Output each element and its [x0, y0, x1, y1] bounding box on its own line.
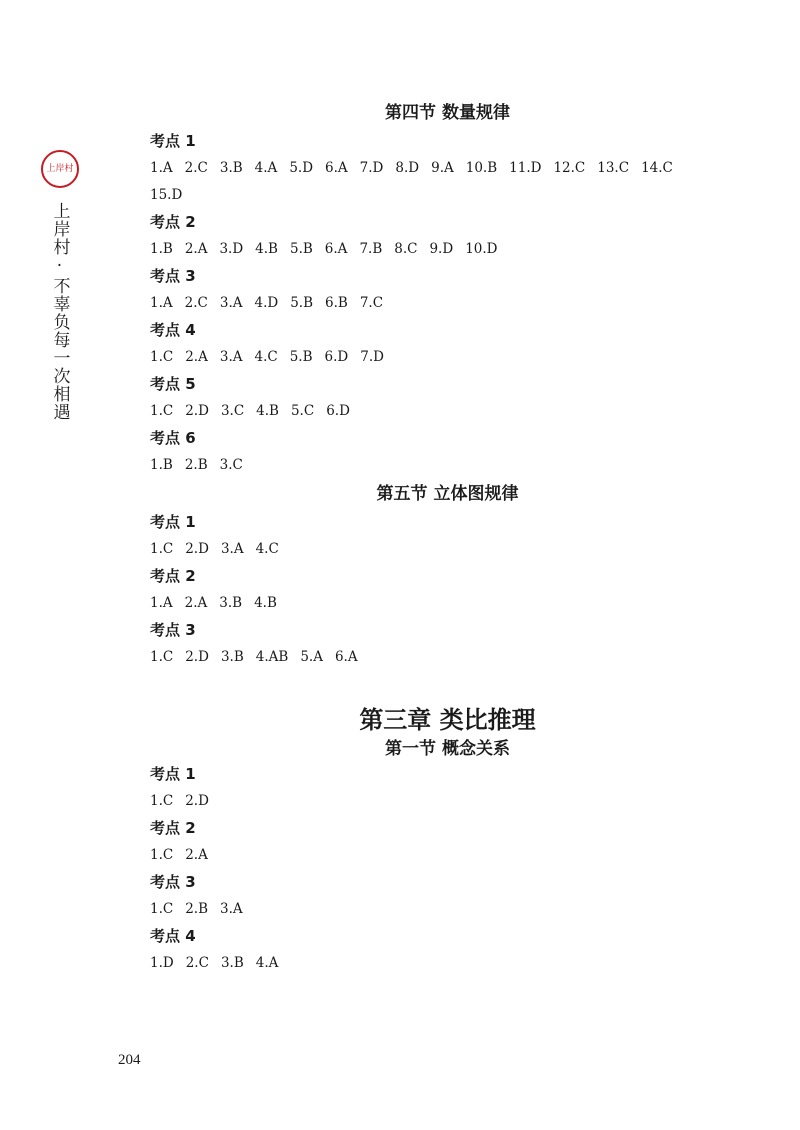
- section-title: 第四节 数量规律: [385, 103, 510, 123]
- answer-item: 2.C: [184, 160, 208, 176]
- answer-item: 15.D: [150, 187, 183, 203]
- answer-list: [150, 536, 710, 563]
- answer-item: 9.A: [431, 160, 454, 176]
- answer-item: 2.C: [185, 955, 209, 971]
- answer-item: 3.A: [220, 541, 244, 557]
- answer-item: 1.B: [150, 457, 173, 473]
- answer-item: 6.A: [325, 160, 348, 176]
- answer-item: 5.A: [300, 649, 323, 665]
- answer-item: 3.A: [220, 901, 243, 917]
- answer-item: 5.B: [289, 349, 313, 365]
- answer-item: 3.B: [219, 160, 243, 176]
- answer-item: 5.C: [290, 403, 315, 419]
- answer-item: 1.C: [150, 349, 174, 365]
- answer-item: 13.C: [597, 160, 630, 176]
- answer-item: 2.A: [185, 349, 208, 365]
- answer-item: 5.B: [290, 295, 314, 311]
- section-title: 第五节 立体图规律: [376, 484, 519, 504]
- answer-item: 1.A: [150, 595, 173, 611]
- answer-item: 6.D: [324, 349, 349, 365]
- answer-item: 3.A: [219, 295, 243, 311]
- exam-point-label: 考点 3: [150, 621, 196, 639]
- answer-list: [150, 155, 710, 209]
- exam-point-label: 考点 5: [150, 375, 196, 393]
- chapter-title: 第三章 类比推理: [359, 705, 536, 734]
- answer-item: 12.C: [553, 160, 586, 176]
- side-branding: [38, 150, 82, 421]
- answer-item: 2.A: [184, 241, 208, 257]
- answer-list: [150, 842, 710, 869]
- exam-point-label: 考点 2: [150, 567, 196, 585]
- answer-item: 4.A: [254, 160, 278, 176]
- answer-item: 2.D: [185, 649, 209, 665]
- exam-point-label: 考点 6: [150, 429, 196, 447]
- answer-item: 10.D: [465, 241, 498, 257]
- answer-item: 2.D: [185, 403, 209, 419]
- answer-item: 4.B: [256, 403, 279, 419]
- answer-item: 6.A: [324, 241, 348, 257]
- answer-item: 8.C: [394, 241, 418, 257]
- answer-item: 7.B: [359, 241, 383, 257]
- answer-list: [150, 590, 710, 617]
- answer-item: 4.B: [255, 241, 278, 257]
- exam-point-label: 考点 3: [150, 267, 196, 285]
- answer-item: 1.A: [150, 295, 173, 311]
- answer-item: 3.B: [220, 955, 244, 971]
- answer-item: 5.B: [289, 241, 313, 257]
- exam-point-label: 考点 2: [150, 213, 196, 231]
- answer-list: [150, 398, 710, 425]
- answer-item: 2.D: [185, 793, 209, 809]
- answer-list: [150, 950, 710, 977]
- answer-item: 7.C: [359, 295, 384, 311]
- answer-item: 6.B: [325, 295, 348, 311]
- answer-item: 8.D: [395, 160, 420, 176]
- answer-item: 4.B: [254, 595, 277, 611]
- page-number: 204: [118, 1052, 141, 1068]
- answer-item: 4.C: [255, 541, 279, 557]
- answer-list: [150, 644, 710, 671]
- answer-list: [150, 452, 710, 479]
- answer-item: 3.C: [219, 457, 243, 473]
- answer-item: 1.C: [150, 901, 174, 917]
- answer-item: 5.D: [289, 160, 314, 176]
- seal-logo: [41, 150, 79, 188]
- answer-item: 2.A: [185, 847, 208, 863]
- answer-item: 11.D: [509, 160, 542, 176]
- answer-item: 2.A: [184, 595, 208, 611]
- answer-item: 1.A: [150, 160, 173, 176]
- answer-item: 6.A: [334, 649, 358, 665]
- answer-item: 4.AB: [255, 649, 289, 665]
- answer-list: [150, 896, 710, 923]
- answer-item: 14.C: [641, 160, 673, 176]
- answer-item: 9.D: [429, 241, 454, 257]
- answer-item: 7.D: [359, 160, 384, 176]
- answer-item: 3.D: [219, 241, 244, 257]
- answer-item: 3.B: [220, 649, 244, 665]
- answer-content: [150, 98, 750, 977]
- answer-item: 4.D: [254, 295, 279, 311]
- answer-item: 2.D: [185, 541, 209, 557]
- answer-item: 6.D: [326, 403, 350, 419]
- answer-item: 4.C: [254, 349, 278, 365]
- answer-item: 1.C: [150, 649, 174, 665]
- answer-item: 7.D: [360, 349, 384, 365]
- answer-item: 3.B: [219, 595, 243, 611]
- section-title: 第一节 概念关系: [385, 739, 510, 759]
- answer-list: [150, 236, 710, 263]
- exam-point-label: 考点 4: [150, 927, 196, 945]
- exam-point-label: 考点 1: [150, 765, 196, 783]
- answer-item: 1.C: [150, 847, 174, 863]
- exam-point-label: 考点 4: [150, 321, 196, 339]
- answer-list: [150, 290, 710, 317]
- side-slogan: 上岸村·不辜负每一次相遇: [49, 202, 70, 421]
- answer-item: 3.A: [219, 349, 243, 365]
- answer-item: 2.B: [185, 901, 209, 917]
- answer-item: 4.A: [255, 955, 279, 971]
- exam-point-label: 考点 1: [150, 513, 196, 531]
- answer-list: [150, 788, 710, 815]
- exam-point-label: 考点 2: [150, 819, 196, 837]
- answer-item: 1.C: [150, 403, 174, 419]
- seal-text: 上岸村: [46, 164, 74, 174]
- exam-point-label: 考点 3: [150, 873, 196, 891]
- answer-item: 1.C: [150, 541, 174, 557]
- exam-point-label: 考点 1: [150, 132, 196, 150]
- answer-item: 1.B: [150, 241, 173, 257]
- answer-item: 2.C: [184, 295, 208, 311]
- answer-item: 2.B: [184, 457, 208, 473]
- answer-item: 1.D: [150, 955, 174, 971]
- answer-item: 1.C: [150, 793, 174, 809]
- answer-item: 3.C: [220, 403, 245, 419]
- answer-list: [150, 344, 710, 371]
- answer-item: 10.B: [465, 160, 498, 176]
